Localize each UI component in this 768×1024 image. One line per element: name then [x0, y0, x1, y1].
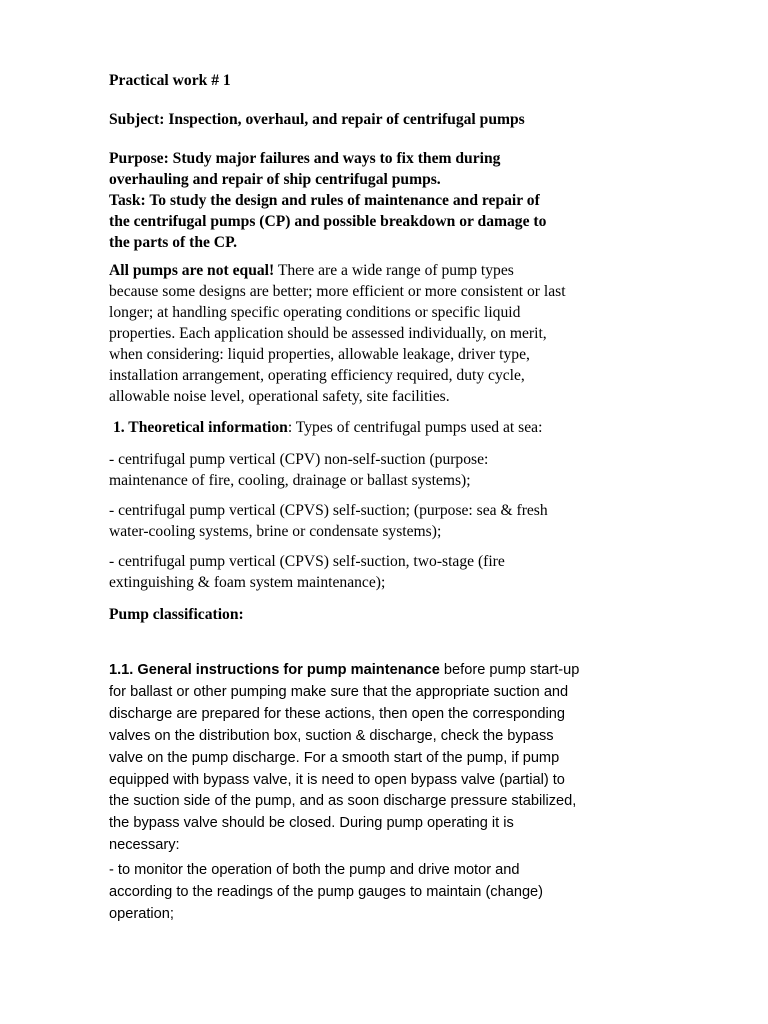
monitor-line: - to monitor the operation of both the pump and drive motor and	[109, 862, 520, 878]
task-line: the centrifugal pumps (CP) and possible breakdown or damage to	[109, 213, 547, 230]
maintenance-paragraph	[109, 660, 649, 857]
intro-line: properties. Each application should be assessed individually, on merit,	[109, 325, 547, 342]
maintenance-line: equipped with bypass valve, it is need to open bypass valve (partial) to	[109, 771, 565, 788]
maintenance-lead: 1.1. General instructions for pump maintenance	[109, 662, 440, 678]
intro-line: when considering: liquid properties, allowable leakage, driver type,	[109, 346, 530, 363]
maintenance-line: valves on the distribution box, suction & discharge, check the bypass	[109, 727, 554, 744]
purpose-line: overhauling and repair of ship centrifugal pumps.	[109, 171, 441, 188]
intro-line: installation arrangement, operating efficiency required, duty cycle,	[109, 367, 525, 384]
maintenance-line: discharge are prepared for these actions, then open the corresponding	[109, 705, 565, 722]
theory-lead: 1. Theoretical information	[113, 419, 288, 436]
intro-line: longer; at handling specific operating conditions or specific liquid	[109, 304, 521, 321]
maintenance-line: valve on the pump discharge. For a smooth start of the pump, if pump	[109, 749, 560, 766]
intro-paragraph	[109, 260, 649, 407]
list-item-line: extinguishing & foam system maintenance);	[109, 574, 386, 591]
list-item-line: - centrifugal pump vertical (CPVS) self-suction; (purpose: sea & fresh	[109, 502, 548, 519]
list-item	[109, 449, 649, 491]
monitor-line: according to the readings of the pump gauges to maintain (change)	[109, 883, 544, 900]
purpose-paragraph	[109, 148, 649, 253]
intro-line: because some designs are better; more efficient or more consistent or last	[109, 283, 566, 300]
maintenance-line: the suction side of the pump, and as soon discharge pressure stabilized,	[109, 793, 577, 810]
intro-lead: All pumps are not equal!	[109, 262, 275, 279]
maintenance-line: before pump start-up	[439, 662, 580, 678]
theory-rest: : Types of centrifugal pumps used at sea:	[287, 419, 543, 436]
list-item-line: - centrifugal pump vertical (CPVS) self-suction, two-stage (fire	[109, 553, 505, 570]
list-item	[109, 500, 649, 542]
list-item-line: water-cooling systems, brine or condensate systems);	[109, 523, 442, 540]
monitor-paragraph	[109, 860, 649, 926]
document-title: Practical work # 1	[109, 72, 231, 89]
theory-heading	[109, 417, 649, 438]
subject-line: Subject: Inspection, overhaul, and repair of centrifugal pumps	[109, 111, 525, 128]
maintenance-line: for ballast or other pumping make sure that the appropriate suction and	[109, 683, 569, 700]
maintenance-line: the bypass valve should be closed. During pump operating it is	[109, 815, 514, 832]
intro-line: allowable noise level, operational safety, site facilities.	[109, 388, 450, 405]
purpose-line: Purpose: Study major failures and ways to fix them during	[109, 150, 501, 167]
list-item-line: - centrifugal pump vertical (CPV) non-self-suction (purpose:	[109, 451, 489, 468]
task-line: Task: To study the design and rules of maintenance and repair of	[109, 192, 540, 209]
monitor-line: operation;	[109, 905, 174, 922]
classification-heading: Pump classification:	[109, 606, 244, 623]
intro-line: There are a wide range of pump types	[274, 262, 514, 279]
list-item	[109, 551, 649, 593]
task-line: the parts of the CP.	[109, 234, 238, 251]
list-item-line: maintenance of fire, cooling, drainage or ballast systems);	[109, 472, 471, 489]
maintenance-line: necessary:	[109, 837, 180, 854]
